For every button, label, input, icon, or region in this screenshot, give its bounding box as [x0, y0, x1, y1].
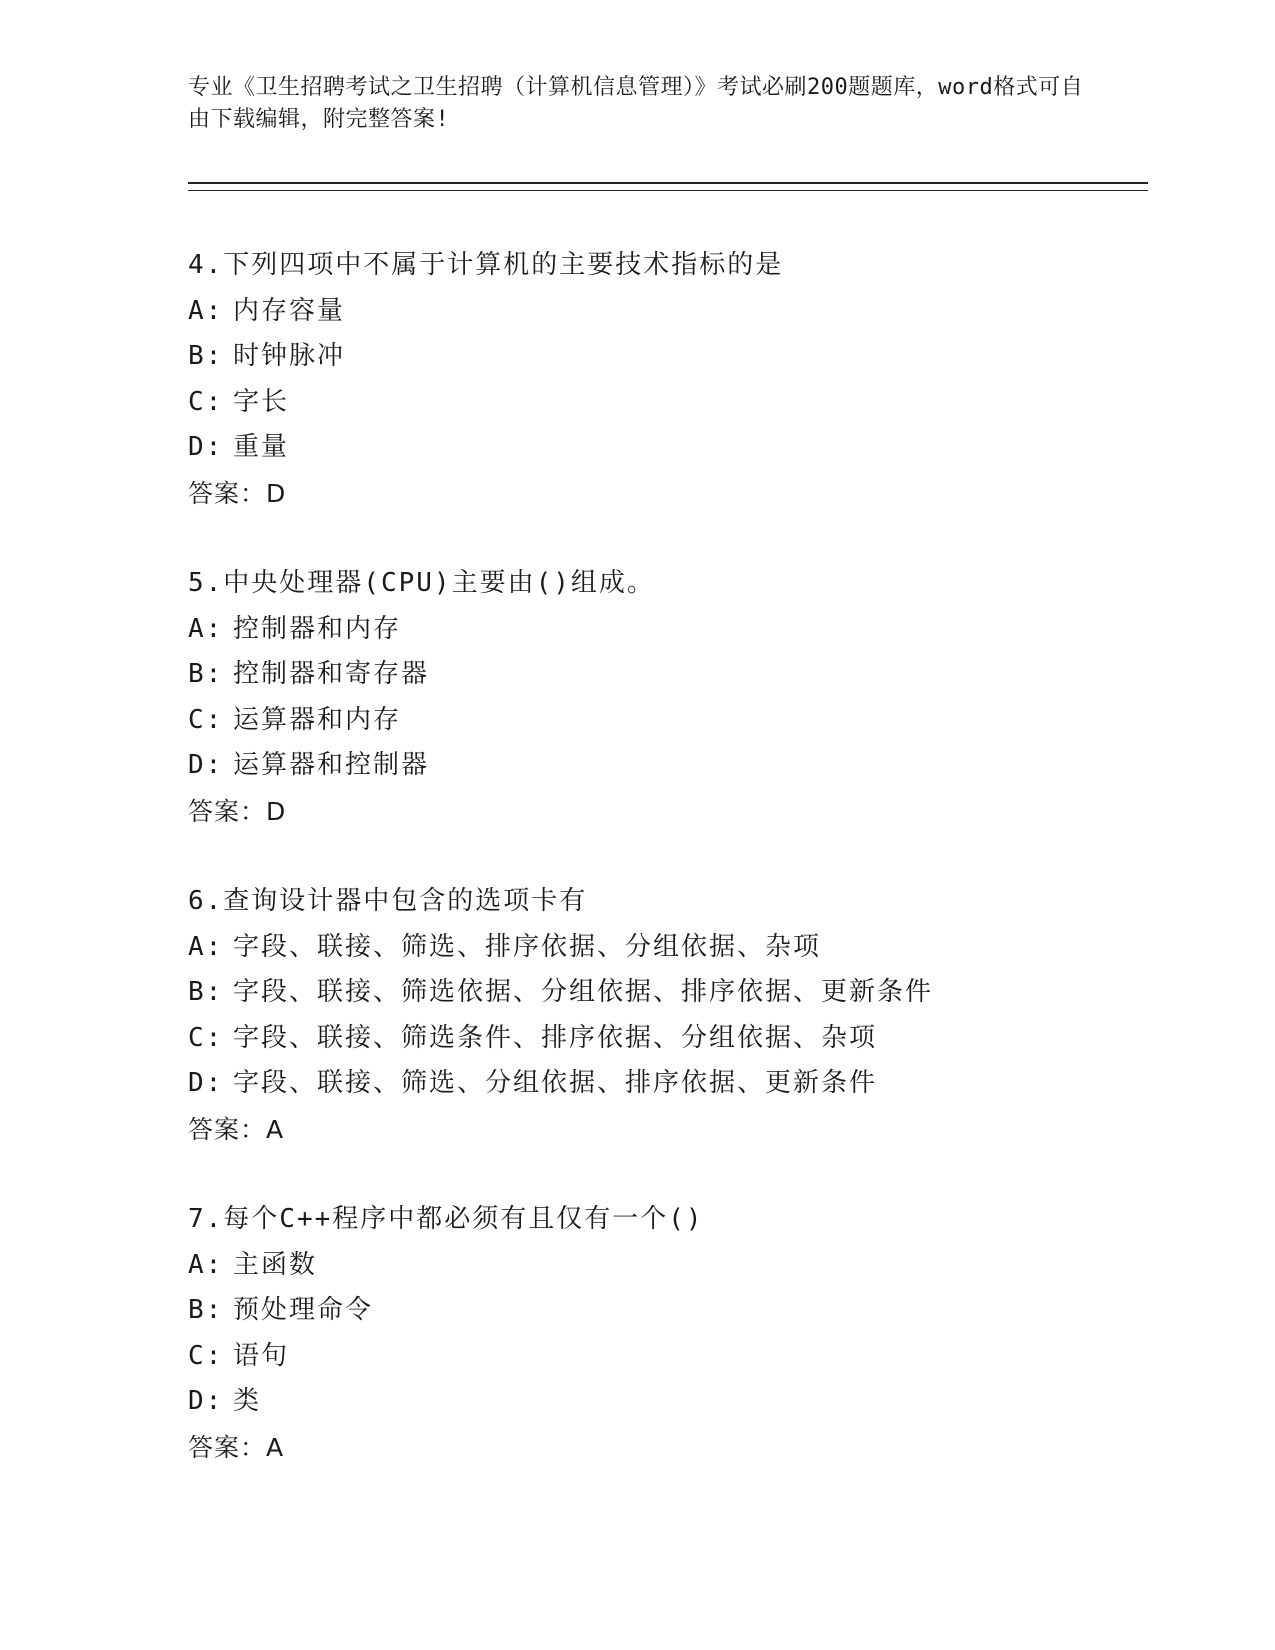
option-key: A: [188, 1249, 224, 1280]
option-a [188, 1243, 1148, 1289]
option-text: 重量 [233, 432, 290, 462]
option-key: B: [188, 341, 224, 371]
option-text: 字段、联接、筛选、排序依据、分组依据、杂项 [233, 931, 822, 962]
option-text: 运算器和内存 [233, 704, 402, 735]
option-key: B: [188, 977, 224, 1007]
option-text: 预处理命令 [233, 1295, 374, 1325]
option-text: 字段、联接、筛选、分组依据、排序依据、更新条件 [233, 1068, 878, 1098]
option-text: 类 [233, 1386, 262, 1416]
question-text: 4.下列四项中不属于计算机的主要技术指标的是 [188, 250, 784, 280]
option-a [188, 289, 1148, 335]
option-text: 字段、联接、筛选条件、排序依据、分组依据、杂项 [233, 1022, 878, 1053]
option-key: C: [188, 704, 224, 735]
option-b [188, 970, 1148, 1016]
question-item [188, 561, 1148, 834]
document-header: 专业《卫生招聘考试之卫生招聘（计算机信息管理）》考试必刷200题题库，word格式可自由下载编辑，附完整答案! [188, 75, 1084, 132]
option-key: B: [188, 1295, 224, 1325]
option-c [188, 380, 1148, 426]
option-key: D: [188, 432, 224, 462]
option-key: D: [188, 1068, 224, 1098]
option-key: D: [188, 750, 224, 780]
option-d [188, 743, 1148, 789]
document-page [188, 72, 1148, 1515]
option-text: 控制器和寄存器 [233, 659, 430, 689]
question-item [188, 1197, 1148, 1470]
option-b [188, 334, 1148, 380]
question-text: 5.中央处理器(CPU)主要由()组成。 [188, 568, 655, 598]
option-text: 字长 [233, 386, 290, 417]
question-text: 6.查询设计器中包含的选项卡有 [188, 886, 588, 916]
option-key: A: [188, 295, 224, 326]
option-key: B: [188, 659, 224, 689]
option-d [188, 1061, 1148, 1107]
answer-text: 答案：D [188, 796, 287, 826]
option-text: 主函数 [233, 1249, 318, 1280]
answer-text: 答案：D [188, 478, 287, 508]
option-d [188, 425, 1148, 471]
option-d [188, 1379, 1148, 1425]
option-key: C: [188, 1022, 224, 1053]
option-text: 运算器和控制器 [233, 750, 430, 780]
option-text: 字段、联接、筛选依据、分组依据、排序依据、更新条件 [233, 977, 934, 1007]
question-text: 7.每个C++程序中都必须有且仅有一个() [188, 1204, 704, 1234]
option-key: C: [188, 386, 224, 417]
answer-text: 答案：A [188, 1432, 285, 1462]
option-key: A: [188, 931, 224, 962]
option-b [188, 652, 1148, 698]
option-text: 控制器和内存 [233, 613, 402, 644]
option-key: C: [188, 1340, 224, 1371]
option-key: A: [188, 613, 224, 644]
option-text: 时钟脉冲 [233, 341, 346, 371]
question-item [188, 879, 1148, 1152]
option-c [188, 1334, 1148, 1380]
option-a [188, 925, 1148, 971]
question-list [188, 243, 1148, 1470]
option-text: 语句 [233, 1340, 290, 1371]
option-text: 内存容量 [233, 295, 346, 326]
option-key: D: [188, 1386, 224, 1416]
option-c [188, 698, 1148, 744]
option-a [188, 607, 1148, 653]
option-c [188, 1016, 1148, 1062]
header-divider [188, 182, 1148, 191]
option-b [188, 1288, 1148, 1334]
question-item [188, 243, 1148, 516]
answer-text: 答案：A [188, 1114, 285, 1144]
